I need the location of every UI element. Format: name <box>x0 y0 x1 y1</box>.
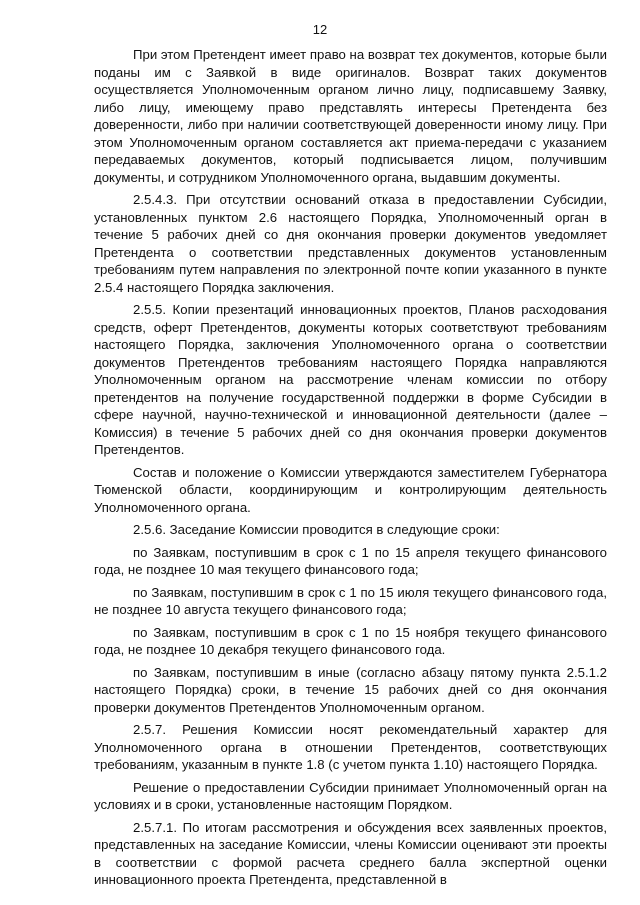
paragraph-november-deadline: по Заявкам, поступившим в срок с 1 по 15 ноября текущего финансового года, не позднее 10 декабря текущего финансового года. <box>94 624 607 657</box>
paragraph-other-deadline: по Заявкам, поступившим в иные (согласно абзацу пятому пункта 2.5.1.2 настоящего Порядка) сроки, в течение 15 рабочих дней со дня окончания проверки документов Претендентов Уполномоченным органом. <box>94 664 607 715</box>
paragraph-subsidy-decision: Решение о предоставлении Субсидии принимает Уполномоченный орган на условиях и в сроки, установленные настоящим Порядком. <box>94 779 607 812</box>
paragraph-2-5-5: 2.5.5. Копии презентаций инновационных проектов, Планов расходования средств, оферт Претендентов, документы которых соответствуют требованиям настоящего Порядка, заключения Уполномоченного органа о соответствии документов Претендентов требованиям настоящего Порядка направляются Уполномоченным органом на рассмотрение членам комиссии по отбору претендентов на получение государственной поддержки в форме Субсидии в сфере научной, научно-технической и инновационной деятельности (далее – Комиссия) в течение 5 рабочих дней со дня окончания проверки документов Претендентов. <box>94 302 607 457</box>
paragraph-april-deadline: по Заявкам, поступившим в срок с 1 по 15 апреля текущего финансового года, не позднее 10 мая текущего финансового года; <box>94 544 607 577</box>
paragraph-2-5-7: 2.5.7. Решения Комиссии носят рекомендательный характер для Уполномоченного органа в отношении Претендентов, соответствующих требованиям, указанным в пункте 1.8 (с учетом пункта 1.10) настоящего Порядка. <box>94 722 607 772</box>
paragraph-commission-composition: Состав и положение о Комиссии утверждаются заместителем Губернатора Тюменской области, координирующим и контролирующим деятельность Уполномоченного органа. <box>94 464 607 515</box>
paragraph-document-return: При этом Претендент имеет право на возврат тех документов, которые были поданы им с Заявкой в виде оригиналов. Возврат таких документов осуществляется Уполномоченным органом лично лицу, подписавшему Заявку, либо лицу, имеющему право представлять интересы Претендента без доверенности, либо при наличии соответствующей доверенности иному лицу. При этом Уполномоченным органом составляется акт приема-передачи с указанием передаваемых документов, который подписывается лицом, получившим документы, и сотрудником Уполномоченного органа, выдавшим документы. <box>94 47 607 185</box>
page-number: 12 <box>312 22 328 37</box>
paragraph-july-deadline: по Заявкам, поступившим в срок с 1 по 15 июля текущего финансового года, не позднее 10 августа текущего финансового года; <box>94 584 607 617</box>
document-body <box>94 46 607 889</box>
paragraph-2-5-4-3: 2.5.4.3. При отсутствии оснований отказа в предоставлении Субсидии, установленных пунктом 2.6 настоящего Порядка, Уполномоченный орган в течение 5 рабочих дней со дня окончания проверки документов уведомляет Претендента о соответствии представленных документов установленным требованиям путем направления по электронной почте копии указанного в пункте 2.5.4 настоящего Порядка заключения. <box>94 192 607 295</box>
paragraph-2-5-7-1: 2.5.7.1. По итогам рассмотрения и обсуждения всех заявленных проектов, представленных на заседание Комиссии, члены Комиссии оценивают эти проекты в соответствии с формой расчета среднего балла экспертной оценки инновационного проекта Претендента, представленной в <box>94 819 607 887</box>
paragraph-2-5-6: 2.5.6. Заседание Комиссии проводится в следующие сроки: <box>133 522 500 537</box>
